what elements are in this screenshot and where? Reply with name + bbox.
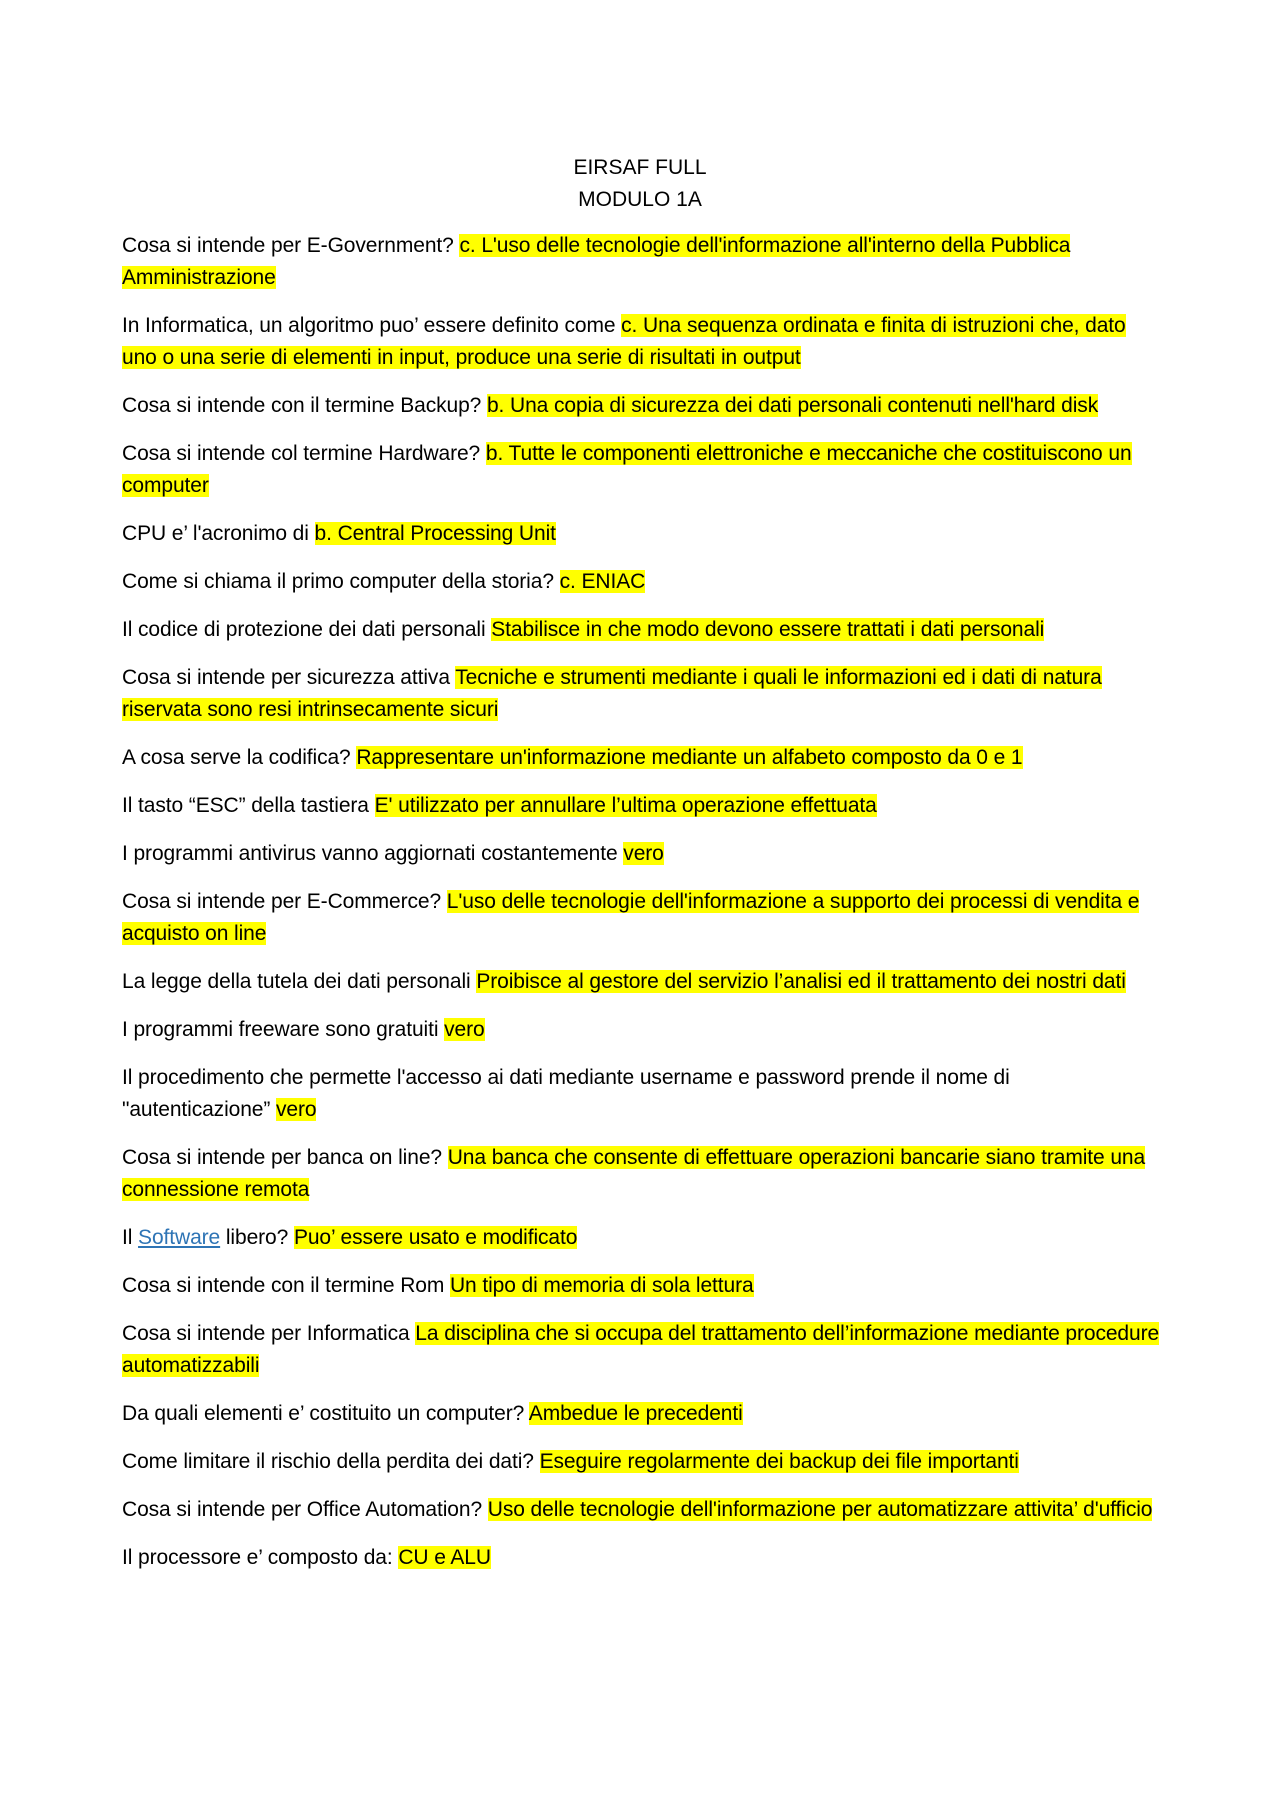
qa-item [122,438,1162,502]
question-text: Cosa si intende per E-Commerce? [122,890,447,913]
qa-item [122,1494,1162,1526]
qa-item [122,1014,1162,1046]
software-link[interactable]: Software [138,1226,221,1249]
qa-item [122,1222,1162,1254]
question-text: A cosa serve la codifica? [122,746,357,769]
question-text: Come si chiama il primo computer della storia? [122,570,560,593]
question-text: Il processore e’ composto da: [122,1546,399,1569]
answer-highlight: vero [623,842,664,865]
answer-highlight: CU e ALU [398,1546,491,1569]
answer-highlight: Proibisce al gestore del servizio l’analisi ed il trattamento dei nostri dati [476,970,1126,993]
question-text: Il procedimento che permette l'accesso ai dati mediante username e password prende il nome di "autenticazione” [122,1066,1010,1121]
answer-highlight: Uso delle tecnologie dell'informazione per automatizzare attivita’ d'ufficio [487,1498,1153,1521]
document-header [0,152,1280,216]
answer-highlight: c. Una sequenza ordinata e finita di istruzioni che, dato uno o una serie di elementi in input, produce una serie di risultati in output [122,314,1126,369]
question-text: I programmi antivirus vanno aggiornati costantemente [122,842,624,865]
qa-item [122,518,1162,550]
document-title: EIRSAF FULL [573,156,707,179]
answer-highlight: c. ENIAC [559,570,646,593]
question-text: CPU e’ l'acronimo di [122,522,315,545]
answer-highlight: Rappresentare un'informazione mediante un alfabeto composto da 0 e 1 [356,746,1023,769]
question-text: Il [122,1226,139,1249]
answer-highlight: La disciplina che si occupa del trattamento dell’informazione mediante procedure automatizzabili [122,1322,1160,1377]
qa-item [122,790,1162,822]
answer-highlight: c. L'uso delle tecnologie dell'informazione all'interno della Pubblica Amministrazione [122,234,1071,289]
question-text: In Informatica, un algoritmo puo’ essere definito come [122,314,622,337]
question-text: Cosa si intende per Office Automation? [122,1498,488,1521]
answer-highlight: b. Central Processing Unit [314,522,556,545]
qa-item [122,966,1162,998]
answer-highlight: vero [276,1098,317,1121]
qa-list [122,230,1162,1590]
question-text: Cosa si intende con il termine Backup? [122,394,487,417]
answer-highlight: Stabilisce in che modo devono essere trattati i dati personali [491,618,1045,641]
answer-highlight: Puo’ essere usato e modificato [293,1226,578,1249]
qa-item [122,886,1162,950]
qa-item [122,310,1162,374]
question-text: I programmi freeware sono gratuiti [122,1018,445,1041]
qa-item [122,1318,1162,1382]
qa-item [122,1542,1162,1574]
qa-item [122,1062,1162,1126]
qa-item [122,742,1162,774]
qa-item [122,838,1162,870]
question-text: Il tasto “ESC” della tastiera [122,794,375,817]
answer-highlight: b. Una copia di sicurezza dei dati personali contenuti nell'hard disk [486,394,1099,417]
answer-highlight: Un tipo di memoria di sola lettura [449,1274,754,1297]
question-text: Cosa si intende per banca on line? [122,1146,448,1169]
question-text: Cosa si intende con il termine Rom [122,1274,450,1297]
question-text: Il codice di protezione dei dati personali [122,618,492,641]
answer-highlight: b. Tutte le componenti elettroniche e meccaniche che costituiscono un computer [122,442,1132,497]
question-text: Cosa si intende per sicurezza attiva [122,666,456,689]
document-subtitle: MODULO 1A [578,188,702,211]
question-text: libero? [220,1226,294,1249]
question-text: La legge della tutela dei dati personali [122,970,477,993]
question-text: Cosa si intende per E-Government? [122,234,460,257]
qa-item [122,566,1162,598]
answer-highlight: L'uso delle tecnologie dell'informazione a supporto dei processi di vendita e acquisto on line [122,890,1140,945]
qa-item [122,1446,1162,1478]
question-text: Come limitare il rischio della perdita dei dati? [122,1450,540,1473]
qa-item [122,1270,1162,1302]
question-text: Da quali elementi e’ costituito un computer? [122,1402,529,1425]
answer-highlight: Eseguire regolarmente dei backup dei file importanti [539,1450,1019,1473]
qa-item [122,614,1162,646]
answer-highlight: E' utilizzato per annullare l’ultima operazione effettuata [374,794,877,817]
qa-item [122,390,1162,422]
answer-highlight: Ambedue le precedenti [528,1402,743,1425]
qa-item [122,662,1162,726]
question-text: Cosa si intende per Informatica [122,1322,416,1345]
answer-highlight: vero [444,1018,485,1041]
answer-highlight: Tecniche e strumenti mediante i quali le informazioni ed i dati di natura riservata sono resi intrinsecamente sicuri [122,666,1102,721]
qa-item [122,1142,1162,1206]
qa-item [122,230,1162,294]
answer-highlight: Una banca che consente di effettuare operazioni bancarie siano tramite una connessione remota [122,1146,1146,1201]
question-text: Cosa si intende col termine Hardware? [122,442,486,465]
qa-item [122,1398,1162,1430]
